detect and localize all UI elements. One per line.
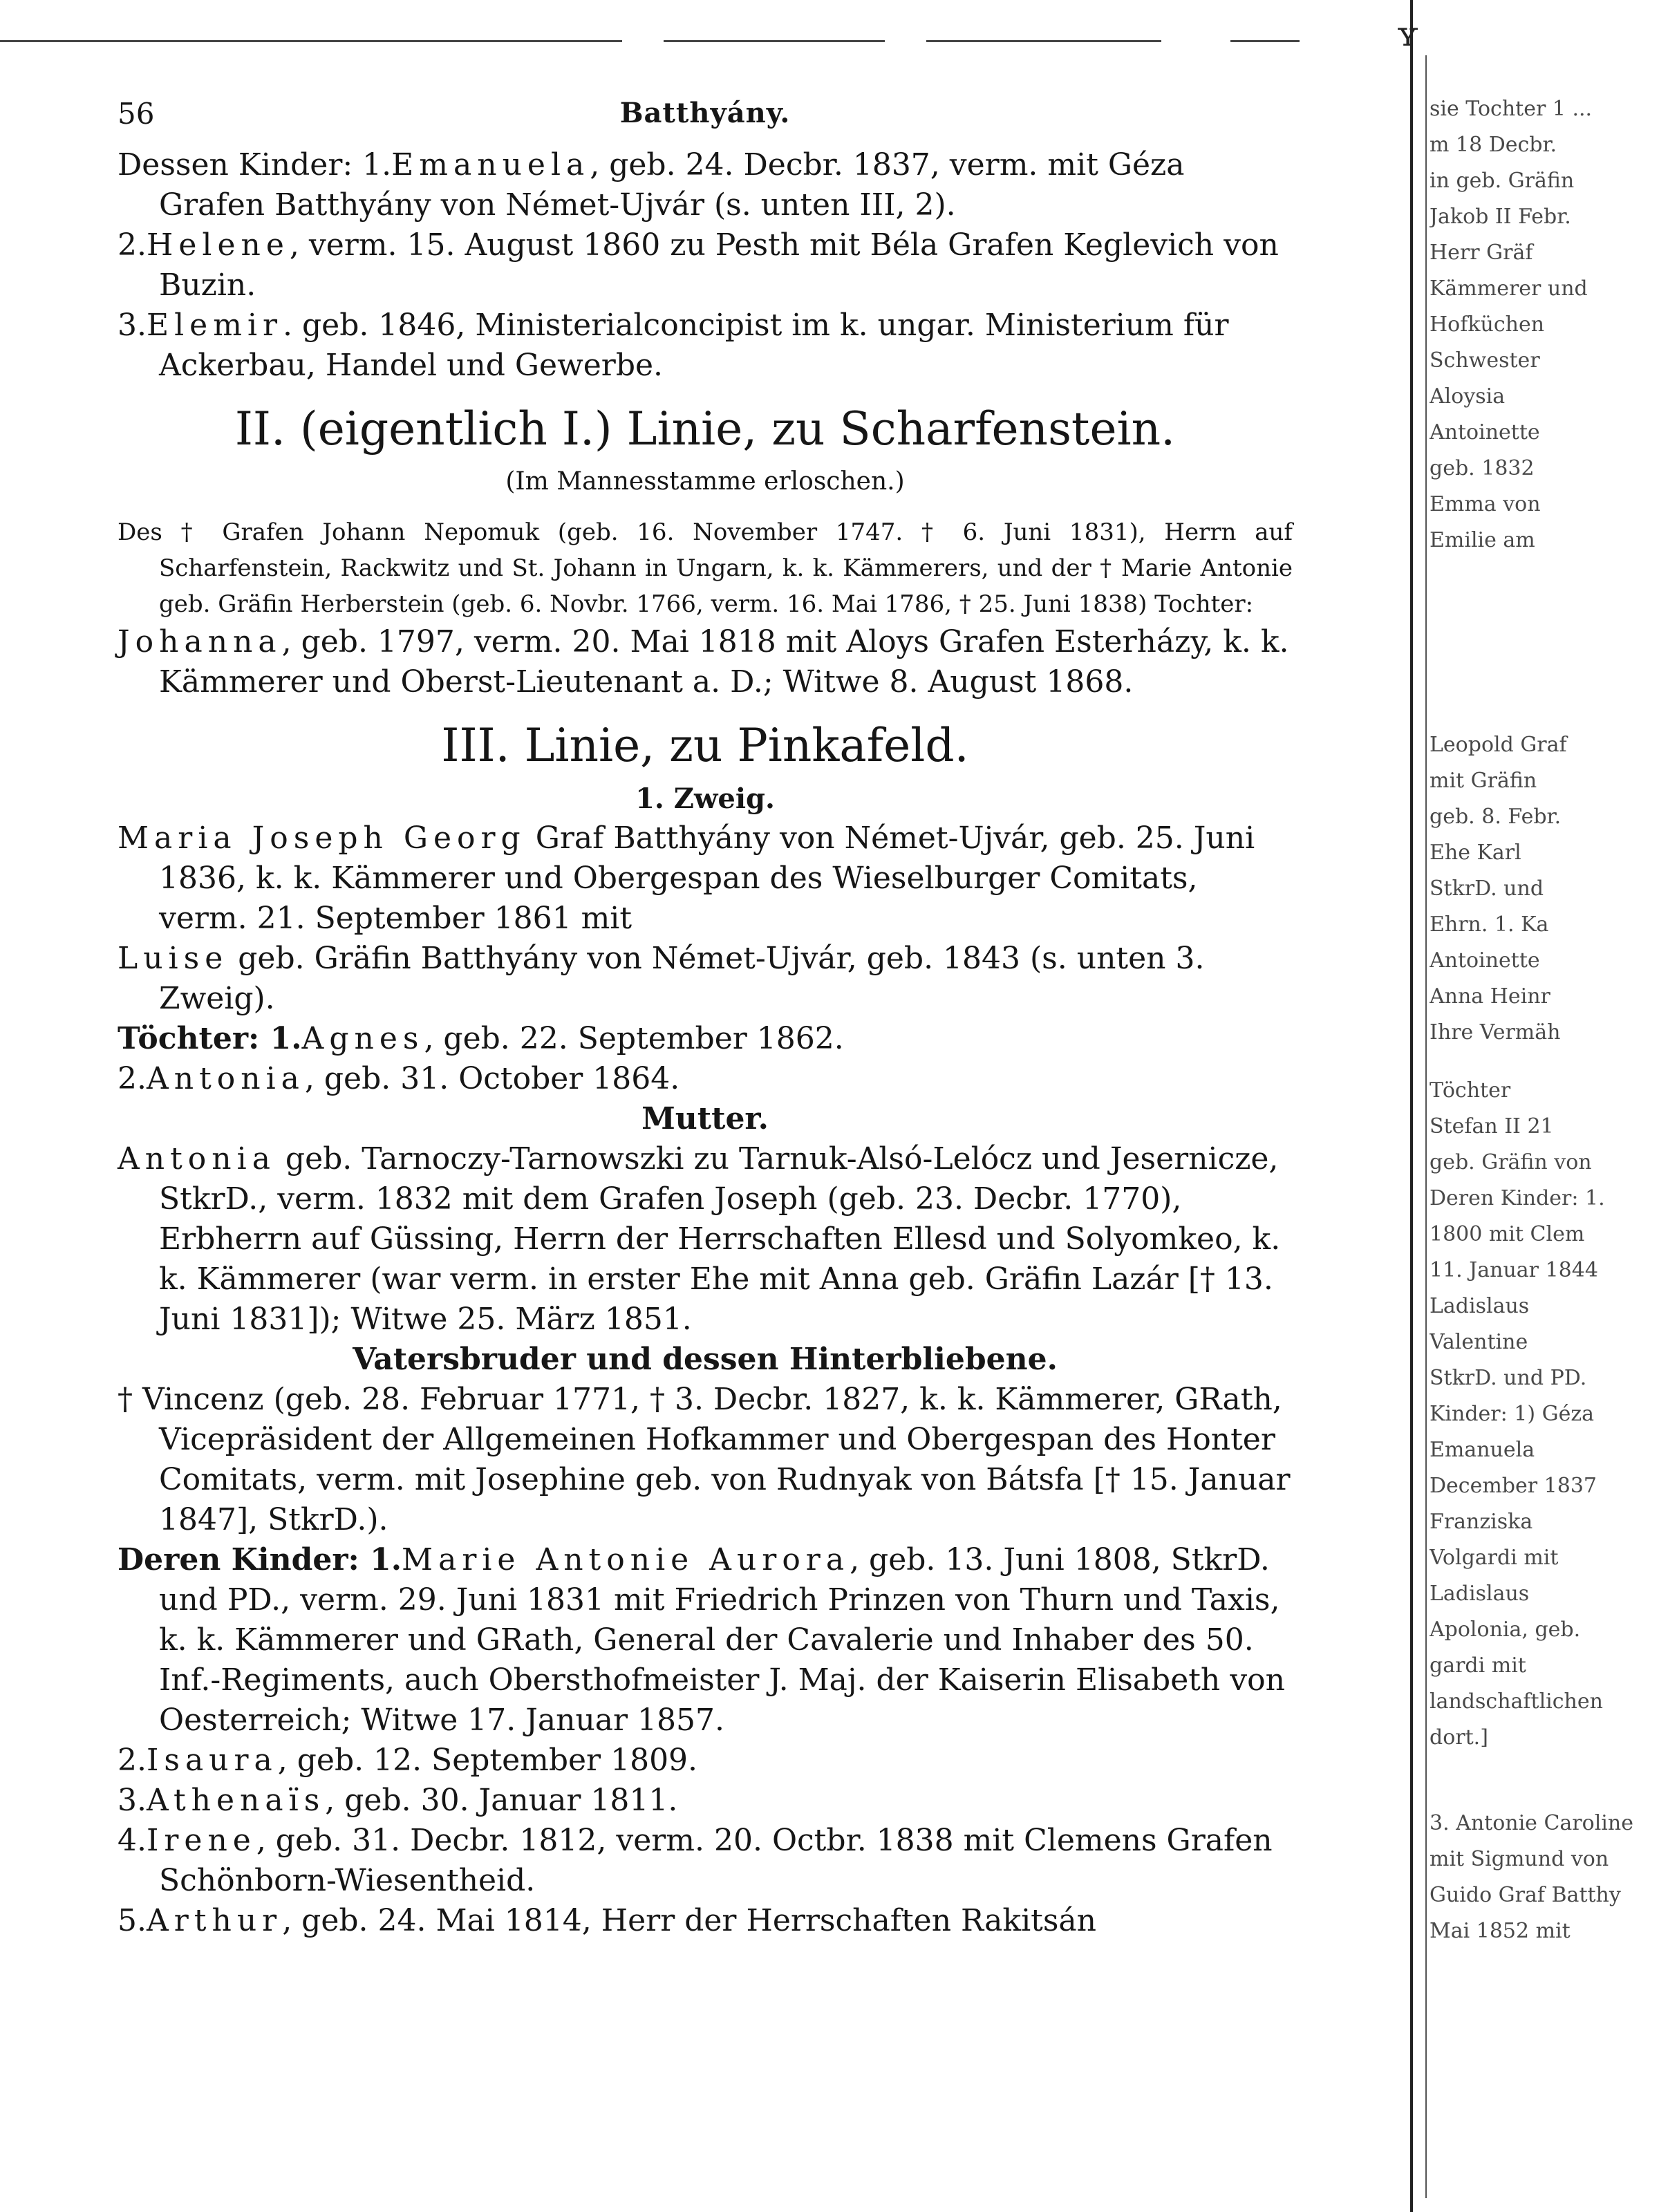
adjacent-page-fragment: Herr Gräf bbox=[1430, 241, 1533, 265]
adjacent-page-fragment: m 18 Decbr. bbox=[1430, 133, 1557, 157]
person-name: Antonia bbox=[118, 1141, 276, 1177]
entry-text: geb. Gräfin Batthyány von Német-Ujvár, geb. 1843 (s. unten 3. Zweig). bbox=[159, 941, 1205, 1016]
adjacent-page-fragment: Ladislaus bbox=[1430, 1294, 1530, 1318]
adjacent-page-fragment: Ehe Karl bbox=[1430, 841, 1521, 865]
entry-paragraph bbox=[118, 145, 1293, 225]
entry-paragraph bbox=[118, 818, 1293, 939]
entry-text: , geb. 1797, verm. 20. Mai 1818 mit Aloys Grafen Esterházy, k. k. Kämmerer und Oberst-Lieutenant a. D.; Witwe 8. August 1868. bbox=[159, 624, 1289, 700]
adjacent-page-fragment: Jakob II Febr. bbox=[1430, 205, 1571, 229]
adjacent-page-fragment: Emma von bbox=[1430, 492, 1541, 516]
running-title: Batthyány. bbox=[619, 97, 791, 129]
person-name: Isaura bbox=[146, 1743, 278, 1778]
entry-label: Dessen Kinder: 1. bbox=[118, 147, 392, 182]
entry-text: , geb. 22. September 1862. bbox=[424, 1021, 844, 1056]
entry-label: Töchter: 1. bbox=[118, 1021, 302, 1056]
entry-text: , geb. 12. September 1809. bbox=[277, 1743, 698, 1778]
scan-artifact-line bbox=[664, 40, 885, 42]
main-text-column bbox=[118, 97, 1293, 1941]
adjacent-page-fragment: Kämmerer und bbox=[1430, 276, 1588, 301]
entry-paragraph bbox=[118, 1540, 1293, 1741]
adjacent-page-fragment: mit Sigmund von bbox=[1430, 1847, 1609, 1871]
entry-paragraph bbox=[118, 622, 1293, 702]
entry-paragraph bbox=[118, 225, 1293, 306]
scan-artifact-line bbox=[1230, 40, 1300, 42]
adjacent-page-fragment: dort.] bbox=[1430, 1725, 1488, 1750]
scan-artifact-line bbox=[926, 40, 1161, 42]
entry-paragraph bbox=[118, 1901, 1293, 1941]
entry-text: † Vincenz (geb. 28. Februar 1771, † 3. Decbr. 1827, k. k. Kämmerer, GRath, Vicepräsident der Allgemeinen Hofkammer und Obergespan des Honter Comitats, verm. mit Josephine geb. von Rudnyak von Bátsfa [† 15. Januar 1847], StkrD.). bbox=[118, 1382, 1291, 1537]
entry-label: Deren Kinder: 1. bbox=[118, 1542, 402, 1577]
adjacent-page-fragment: geb. 8. Febr. bbox=[1430, 805, 1562, 829]
section-subheading: (Im Mannesstamme erloschen.) bbox=[505, 467, 905, 496]
entry-paragraph bbox=[118, 1059, 1293, 1099]
person-name: Elemir bbox=[146, 308, 283, 343]
person-name: Agnes bbox=[301, 1021, 424, 1056]
entry-text: , geb. 31. October 1864. bbox=[304, 1061, 680, 1096]
entry-text: , geb. 24. Mai 1814, Herr der Herrschaften Rakitsán bbox=[282, 1903, 1096, 1938]
section-heading: II. (eigentlich I.) Linie, zu Scharfenstein. bbox=[234, 402, 1176, 456]
entry-text: , geb. 13. Juni 1808, StkrD. und PD., verm. 29. Juni 1831 mit Friedrich Prinzen von Thurn und Taxis, k. k. Kämmerer und GRath, General der Cavalerie und Inhaber des 50. Inf.-Regiments, auch Obersthofmeister J. Maj. der Kaiserin Elisabeth von Oesterreich; Witwe 17. Januar 1857. bbox=[159, 1542, 1285, 1738]
page-gutter-line bbox=[1410, 0, 1413, 2212]
person-name: Helene bbox=[146, 227, 290, 263]
entry-text: , geb. 31. Decbr. 1812, verm. 20. Octbr. 1838 mit Clemens Grafen Schönborn-Wiesentheid. bbox=[159, 1823, 1273, 1898]
scan-artifact-line bbox=[0, 40, 622, 42]
page-number: 56 bbox=[118, 97, 155, 131]
adjacent-page-fragment: Ladislaus bbox=[1430, 1582, 1530, 1606]
person-name: Maria Joseph Georg bbox=[118, 821, 526, 856]
entry-paragraph bbox=[118, 1821, 1293, 1901]
entry-paragraph bbox=[118, 1380, 1293, 1540]
entry-label: 2. bbox=[118, 227, 147, 263]
adjacent-page-fragment: Ihre Vermäh bbox=[1430, 1020, 1561, 1044]
note-text: Des † Grafen Johann Nepomuk (geb. 16. November 1747. † 6. Juni 1831), Herrn auf Scharfenstein, Rackwitz und St. Johann in Ungarn, k. k. Kämmerers, und der † Marie Antonie geb. Gräfin Herberstein (geb. 6. Novbr. 1766, verm. 16. Mai 1786, † 25. Juni 1838) Tochter: bbox=[118, 518, 1293, 618]
adjacent-page-fragment: Aloysia bbox=[1430, 384, 1506, 409]
adjacent-page-fragment: Emanuela bbox=[1430, 1438, 1535, 1462]
entry-paragraph bbox=[118, 1741, 1293, 1781]
genealogy-note bbox=[118, 514, 1293, 622]
adjacent-page-fragment: Töchter bbox=[1430, 1078, 1511, 1103]
subsection-heading: Vatersbruder und dessen Hinterbliebene. bbox=[353, 1342, 1058, 1377]
page-gutter-line bbox=[1425, 55, 1427, 2198]
entry-label: 2. bbox=[118, 1743, 147, 1778]
adjacent-page-fragment: Hofküchen bbox=[1430, 312, 1545, 337]
section-heading: III. Linie, zu Pinkafeld. bbox=[441, 719, 969, 772]
scan-mark: ʏ bbox=[1396, 14, 1419, 54]
adjacent-page-fragment: December 1837 bbox=[1430, 1474, 1597, 1498]
running-header bbox=[118, 97, 1293, 145]
person-name: Emanuela bbox=[391, 147, 590, 182]
adjacent-page-fragment: Volgardi mit bbox=[1430, 1546, 1559, 1570]
adjacent-page-fragment: StkrD. und bbox=[1430, 877, 1544, 901]
adjacent-page-fragment: 1800 mit Clem bbox=[1430, 1222, 1585, 1246]
adjacent-page-fragment: Franziska bbox=[1430, 1510, 1533, 1534]
adjacent-page-fragment: StkrD. und PD. bbox=[1430, 1366, 1587, 1390]
adjacent-page-fragment: Mai 1852 mit bbox=[1430, 1919, 1571, 1943]
adjacent-page-fragment: Apolonia, geb. bbox=[1430, 1618, 1581, 1642]
entry-text: . geb. 1846, Ministerialconcipist im k. ungar. Ministerium für Ackerbau, Handel und Gewerbe. bbox=[159, 308, 1229, 383]
entry-label: 2. bbox=[118, 1061, 147, 1096]
adjacent-page-fragment: Antoinette bbox=[1430, 948, 1540, 973]
person-name: Irene bbox=[146, 1823, 256, 1858]
adjacent-page-fragment: geb. Gräfin von bbox=[1430, 1150, 1592, 1174]
branch-heading: 1. Zweig. bbox=[635, 782, 775, 815]
entry-label: 3. bbox=[118, 308, 147, 343]
entry-paragraph bbox=[118, 306, 1293, 386]
adjacent-page-fragment: Antoinette bbox=[1430, 420, 1540, 444]
adjacent-page-fragment: 3. Antonie Caroline bbox=[1430, 1811, 1633, 1835]
adjacent-page-fragment: Schwester bbox=[1430, 348, 1540, 373]
person-name: Luise bbox=[118, 941, 229, 976]
adjacent-page-fragment: Anna Heinr bbox=[1430, 984, 1550, 1009]
entry-label: 5. bbox=[118, 1903, 147, 1938]
adjacent-page-fragment: Valentine bbox=[1430, 1330, 1528, 1354]
adjacent-page-fragment: Stefan II 21 bbox=[1430, 1114, 1554, 1138]
entry-paragraph bbox=[118, 1139, 1293, 1340]
person-name: Antonia bbox=[146, 1061, 305, 1096]
entry-paragraph bbox=[118, 1019, 1293, 1059]
entry-label: 3. bbox=[118, 1783, 147, 1818]
entry-text: , geb. 30. Januar 1811. bbox=[325, 1783, 678, 1818]
adjacent-page-fragment: sie Tochter 1 ... bbox=[1430, 97, 1593, 121]
adjacent-page-fragment: Ehrn. 1. Ka bbox=[1430, 912, 1549, 937]
adjacent-page-fragment: geb. 1832 bbox=[1430, 456, 1535, 480]
person-name: Marie Antonie Aurora bbox=[402, 1542, 850, 1577]
adjacent-page-fragment: mit Gräfin bbox=[1430, 769, 1537, 793]
adjacent-page-fragment: gardi mit bbox=[1430, 1653, 1526, 1678]
person-name: Johanna bbox=[118, 624, 282, 659]
entry-text: geb. Tarnoczy-Tarnowszki zu Tarnuk-Alsó-Lelócz und Jesernicze, StkrD., verm. 1832 mit dem Grafen Joseph (geb. 23. Decbr. 1770), Erbherrn auf Güssing, Herrn der Herrschaften Ellesd und Solyomkeo, k. k. Kämmerer (war verm. in erster Ehe mit Anna geb. Gräfin Lazár [† 13. Juni 1831]); Witwe 25. März 1851. bbox=[159, 1141, 1281, 1337]
adjacent-page-fragment: Emilie am bbox=[1430, 528, 1535, 552]
entry-paragraph bbox=[118, 939, 1293, 1019]
subsection-heading: Mutter. bbox=[641, 1101, 769, 1136]
person-name: Athenaïs bbox=[146, 1783, 326, 1818]
adjacent-page-fragment: landschaftlichen bbox=[1430, 1689, 1603, 1714]
entry-text: , verm. 15. August 1860 zu Pesth mit Béla Grafen Keglevich von Buzin. bbox=[159, 227, 1279, 303]
entry-paragraph bbox=[118, 1781, 1293, 1821]
adjacent-page-fragment: Kinder: 1) Géza bbox=[1430, 1402, 1595, 1426]
adjacent-page-fragment: Guido Graf Batthy bbox=[1430, 1883, 1621, 1907]
entry-label: 4. bbox=[118, 1823, 147, 1858]
entry-text: Graf Batthyány von Német-Ujvár, geb. 25. Juni 1836, k. k. Kämmerer und Obergespan des Wieselburger Comitats, verm. 21. September 1861 mit bbox=[159, 821, 1255, 936]
adjacent-page-fragment: Deren Kinder: 1. bbox=[1430, 1186, 1605, 1210]
adjacent-page-fragment: Leopold Graf bbox=[1430, 733, 1567, 757]
adjacent-page-fragment: in geb. Gräfin bbox=[1430, 169, 1575, 193]
person-name: Arthur bbox=[146, 1903, 283, 1938]
entry-text: , geb. 24. Decbr. 1837, verm. mit Géza Grafen Batthyány von Német-Ujvár (s. unten III, 2). bbox=[159, 147, 1185, 223]
adjacent-page-fragment: 11. Januar 1844 bbox=[1430, 1258, 1598, 1282]
